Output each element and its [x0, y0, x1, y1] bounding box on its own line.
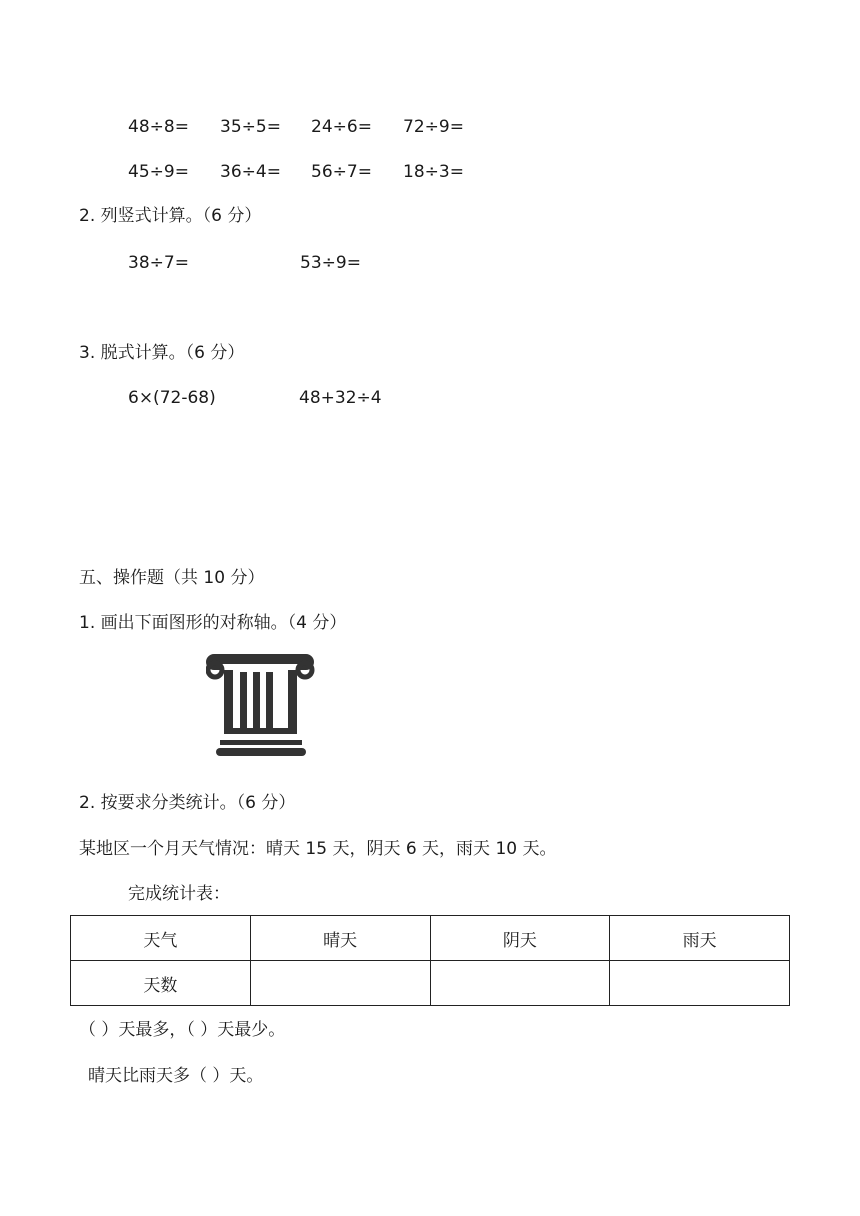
section-title: 五、操作题（共 10 分） — [79, 568, 265, 588]
table-cell: 天数 — [71, 961, 251, 1006]
question-title: 1. 画出下面图形的对称轴。（4 分） — [79, 613, 347, 633]
table-row — [71, 961, 790, 1006]
equation: 18÷3= — [403, 162, 464, 182]
question-title: 3. 脱式计算。（6 分） — [79, 343, 245, 363]
question-description: 某地区一个月天气情况：晴天 15 天，阴天 6 天，雨天 10 天。 — [79, 839, 557, 859]
equation: 45÷9= — [128, 162, 189, 182]
equation: 24÷6= — [311, 117, 372, 137]
equation: 48÷8= — [128, 117, 189, 137]
equation: 35÷5= — [220, 117, 281, 137]
equation: 6×(72-68) — [128, 388, 216, 408]
answer-cell[interactable] — [610, 961, 790, 1006]
fill-blank-question: （ ）天最多，（ ）天最少。 — [79, 1020, 286, 1040]
table-caption: 完成统计表： — [128, 884, 230, 904]
equation: 56÷7= — [311, 162, 372, 182]
equation: 36÷4= — [220, 162, 281, 182]
equation: 38÷7= — [128, 253, 189, 273]
weather-statistics-table — [70, 915, 790, 1006]
equation: 53÷9= — [300, 253, 361, 273]
fill-blank-question: 晴天比雨天多（ ）天。 — [88, 1066, 264, 1086]
answer-cell[interactable] — [250, 961, 430, 1006]
table-cell: 天气 — [71, 916, 251, 961]
table-cell: 雨天 — [610, 916, 790, 961]
answer-cell[interactable] — [430, 961, 610, 1006]
equation: 48+32÷4 — [299, 388, 382, 408]
question-title: 2. 按要求分类统计。（6 分） — [79, 793, 296, 813]
column-pillar-icon — [206, 648, 316, 760]
table-cell: 晴天 — [250, 916, 430, 961]
table-cell: 阴天 — [430, 916, 610, 961]
equation: 72÷9= — [403, 117, 464, 137]
table-header-row — [71, 916, 790, 961]
question-title: 2. 列竖式计算。（6 分） — [79, 206, 262, 226]
